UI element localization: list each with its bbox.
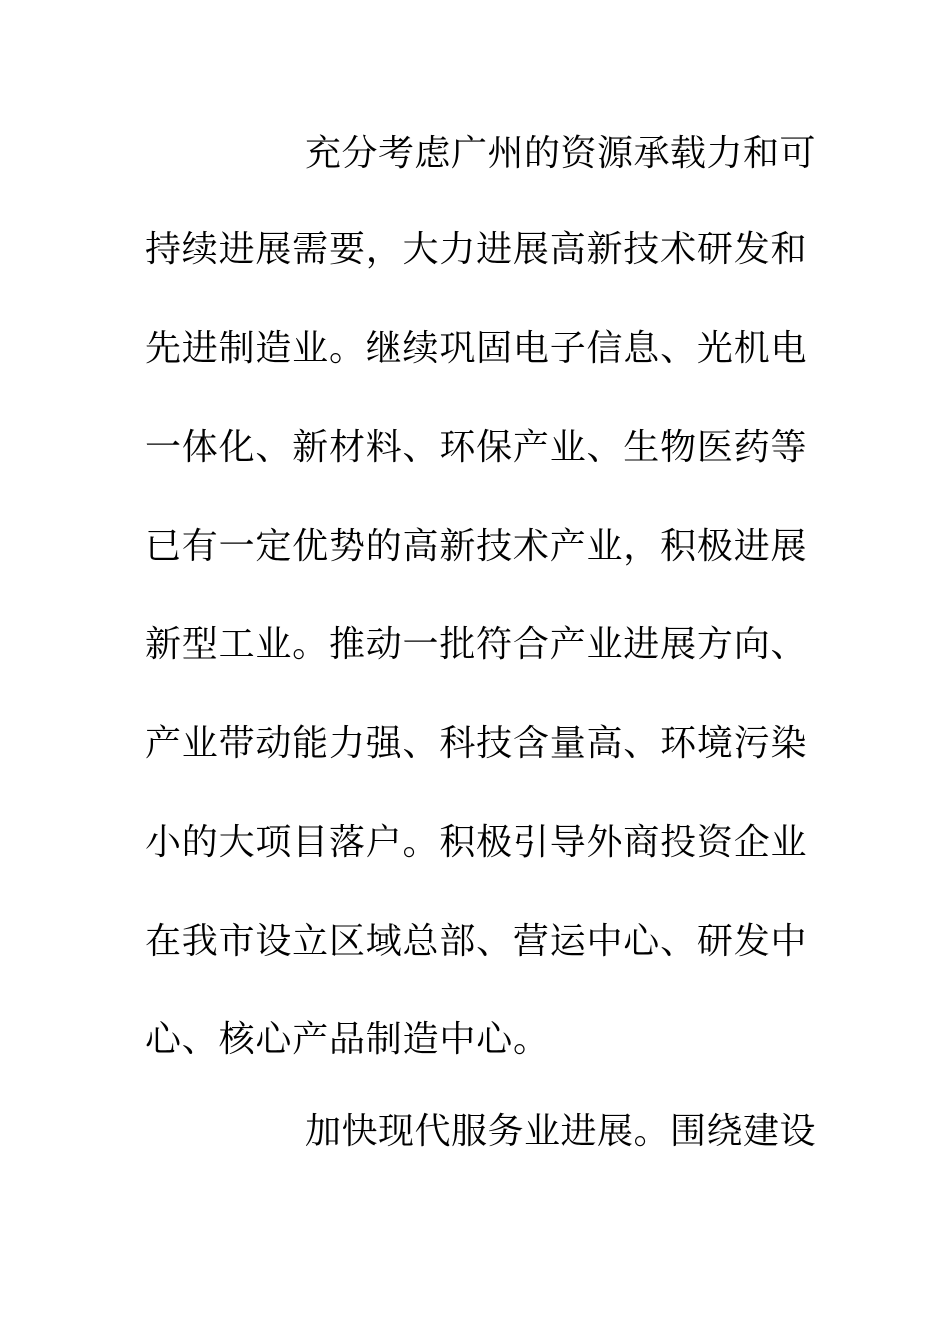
text-line: 已有一定优势的高新技术产业，积极进展 [145,526,807,567]
text-line: 一体化、新材料、环保产业、生物医药等 [145,427,807,468]
text-line: 新型工业。推动一批符合产业进展方向、 [145,624,807,665]
text-line: 产业带动能力强、科技含量高、环境污染 [145,723,807,764]
text-line: 心、核心产品制造中心。 [145,1019,550,1060]
text-line: 小的大项目落户。积极引导外商投资企业 [145,822,807,863]
text-line: 先进制造业。继续巩固电子信息、光机电 [145,328,807,369]
text-line: 持续进展需要，大力进展高新技术研发和 [145,229,807,270]
text-line: 加快现代服务业进展。围绕建设 [305,1111,817,1152]
text-line: 充分考虑广州的资源承载力和可 [305,133,817,174]
text-line: 在我市设立区域总部、营运中心、研发中 [145,921,807,962]
